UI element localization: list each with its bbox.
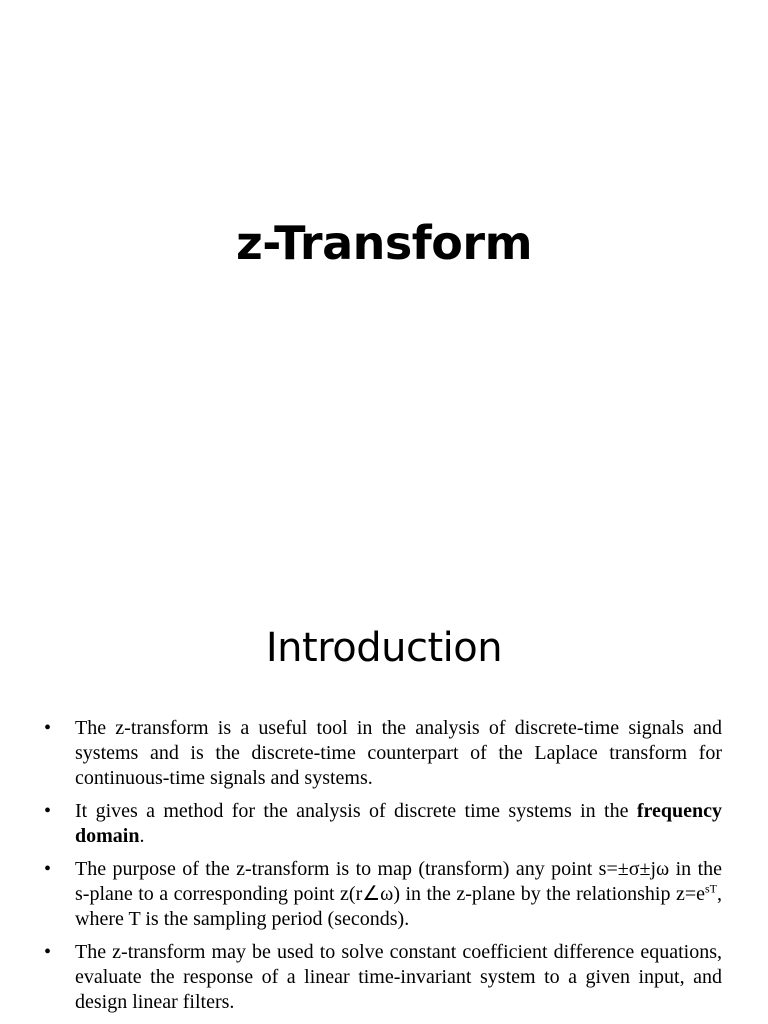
bullet-icon: •: [44, 800, 52, 822]
bullet-text-run: , where T is the sampling period (seconds).: [75, 883, 722, 930]
bullet-text: [75, 716, 722, 791]
bullet-text: [75, 857, 722, 932]
bullet-text-run: The z-transform is a useful tool in the analysis of discrete-time signals and systems and is the discrete-time counterpart of the Laplace transform for continuous-time signals and systems.: [75, 717, 722, 789]
bold-term: frequency domain: [75, 800, 722, 847]
slide-title: z-Transform: [235, 216, 532, 270]
section-heading: Introduction: [265, 625, 503, 671]
bullet-text-run: It gives a method for the analysis of discrete time systems in the: [75, 800, 637, 822]
bullet-icon: •: [44, 717, 52, 739]
list-item: [0, 799, 768, 849]
bullet-text: [75, 799, 722, 849]
list-item: [0, 857, 768, 932]
superscript: sT: [705, 881, 717, 896]
list-item: [0, 940, 768, 1015]
bullet-icon: •: [44, 858, 52, 880]
bullet-text-run: The z-transform may be used to solve constant coefficient difference equations, evaluate the response of a linear time-invariant system to a given input, and design linear filters.: [75, 941, 722, 1013]
bullet-text: [75, 940, 722, 1015]
bullet-text-run: The purpose of the z-transform is to map (transform) any point s=±σ±jω in the s-plane to a corresponding point z(r∠ω) in the z-plane by the relationship z=e: [75, 858, 722, 905]
bullet-icon: •: [44, 941, 52, 963]
list-item: [0, 716, 768, 791]
bullet-list: [0, 716, 768, 1023]
bullet-text-run: .: [139, 825, 145, 847]
